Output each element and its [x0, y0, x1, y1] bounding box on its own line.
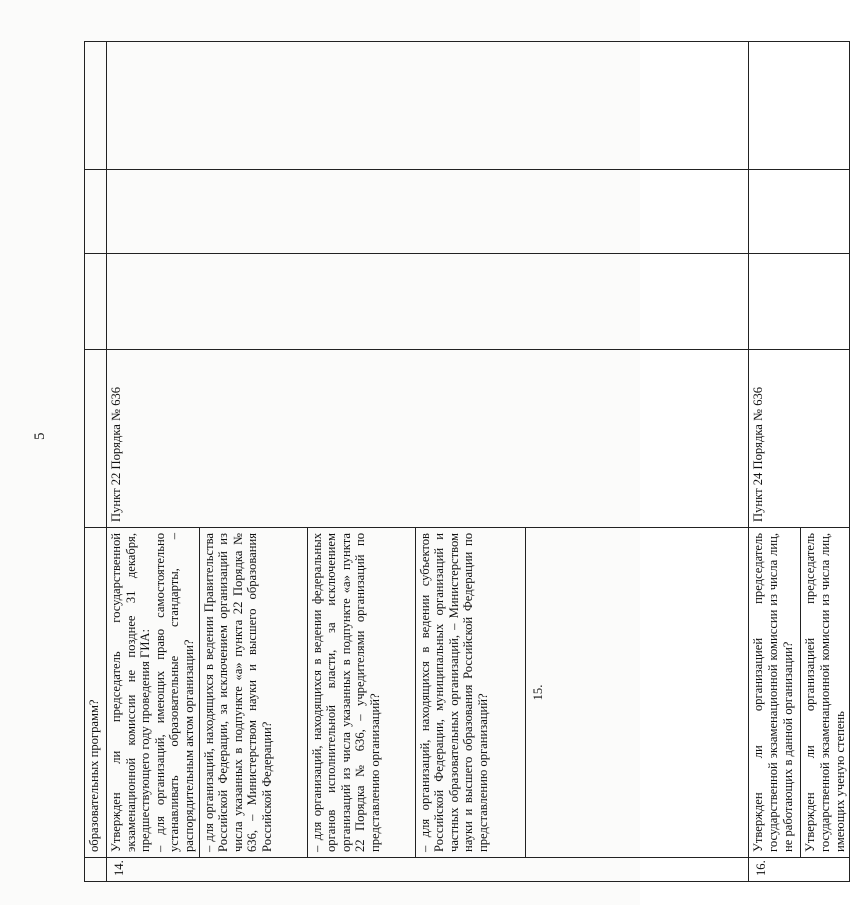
table-row — [107, 42, 200, 882]
num-cell: 15. — [525, 528, 749, 858]
question-sub-cell: – для организаций, находящихся в ведении федеральных органов исполнительной власти, за исключением организаций из числа указанных в подпункте «а» пункта 22 Порядка № 636, – учредителями организаций по представлению организаций? — [307, 528, 415, 858]
note-cell — [749, 42, 850, 170]
question-main: Утвержден ли председатель государственной экзаменационной комиссии не позднее 31 декабря, предшествующего году проведения ГИА: — [109, 533, 153, 852]
note-cell — [85, 42, 107, 170]
answer-cell — [107, 170, 749, 254]
num-cell: 16. — [749, 858, 850, 882]
note-cell — [107, 42, 749, 170]
table-row — [85, 42, 107, 882]
question-cell — [107, 528, 200, 858]
answer-cell — [749, 254, 850, 350]
answer-cell — [107, 254, 749, 350]
question-sub-cell: – для организаций, находящихся в ведении субъектов Российской Федерации, муниципальных организаций и частных образовательных организаций, – Министерством науки и высшего образования Российской Федерации по представлению организаций? — [415, 528, 525, 858]
question-sub-cell: – для организаций, находящихся в ведении Правительства Российской Федерации, за исключением организаций из числа указанных в подпункте «а» пункта 22 Порядка № 636, – Министерством науки и высшего образования Российской Федерации? — [199, 528, 307, 858]
rotated-table-wrapper — [84, 42, 847, 882]
page-number: 5 — [32, 432, 48, 440]
answer-cell — [85, 170, 107, 254]
question-sub: – для организаций, имеющих право самостоятельно устанавливать образовательные стандарты, – распорядительным актом организации? — [152, 533, 196, 852]
num-cell: 14. — [107, 858, 749, 882]
reference-cell — [85, 350, 107, 528]
question-cell: образовательных программ? — [85, 528, 107, 858]
answer-cell — [85, 254, 107, 350]
reference-cell: Пункт 22 Порядка № 636 — [107, 350, 749, 528]
checklist-table — [84, 41, 850, 882]
answer-cell — [749, 170, 850, 254]
question-cell: Утвержден ли организацией председатель государственной экзаменационной комиссии из числа лиц, имеющих ученую степень — [801, 528, 850, 858]
num-cell — [85, 858, 107, 882]
question-cell: Утвержден ли организацией председатель государственной экзаменационной комиссии из числа лиц, не работающих в данной организации? — [749, 528, 801, 858]
table-row — [749, 42, 801, 882]
reference-cell: Пункт 24 Порядка № 636 — [749, 350, 850, 528]
